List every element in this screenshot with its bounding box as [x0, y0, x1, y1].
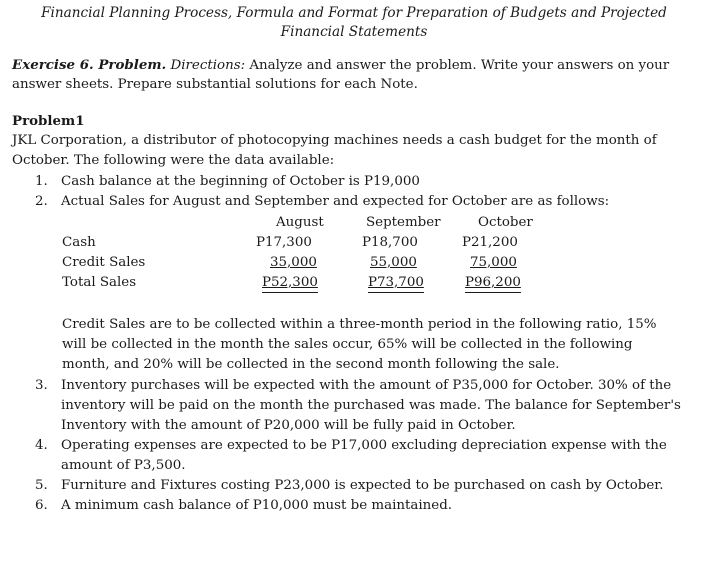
item-number: 5.: [35, 478, 48, 493]
list-item: [0, 436, 681, 476]
item-text: Cash balance at the beginning of October is P19,000: [61, 174, 420, 189]
list-item: [0, 172, 681, 192]
total-august-wrap: [262, 273, 318, 293]
item-text: A minimum cash balance of P10,000 must be maintained.: [61, 498, 453, 513]
item-text: Operating expenses are expected to be P17,000 excluding depreciation expense with the amount of P3,500.: [61, 438, 667, 473]
item-number: 1.: [35, 174, 48, 189]
row-label: Credit Sales: [62, 255, 146, 270]
list-item: [0, 476, 681, 496]
row-label: Total Sales: [62, 275, 137, 290]
header-line-1: Financial Planning Process, Formula and Format for Preparation of Budgets and Projected: [41, 5, 667, 21]
credit-collection-note: Credit Sales are to be collected within a three-month period in the following ratio, 15% will be collected in the month the sales occur, 65% will be collected in the following month, and 20% will be collected in the second month following the sale.: [62, 317, 657, 372]
table-row-cash: [62, 233, 542, 253]
table-row-credit-sales: [62, 253, 542, 273]
exercise-instructions: [12, 56, 692, 94]
problem-intro: JKL Corporation, a distributor of photocopying machines needs a cash budget for the month of October. The following were the data available:: [12, 133, 657, 168]
cell-september: 55,000: [370, 255, 417, 270]
cell-october: 75,000: [470, 255, 517, 270]
problem-title: Problem1: [12, 113, 85, 129]
total-october-wrap: [465, 273, 521, 293]
item-number: 6.: [35, 498, 48, 513]
list-item: [0, 192, 681, 212]
cell-august: P17,300: [256, 235, 312, 250]
column-header-august: August: [276, 215, 324, 230]
directions-label: Directions:: [170, 58, 246, 73]
table-row-total-sales: [62, 273, 542, 293]
document-header: [10, 4, 698, 42]
column-header-october: October: [478, 215, 533, 230]
cell-august: 35,000: [270, 255, 317, 270]
directions-text: Analyze and answer the problem. Write your answers on your answer sheets. Prepare substantial solutions for each Note.: [12, 58, 670, 92]
row-label: Cash: [62, 235, 96, 250]
column-header-september: September: [366, 215, 441, 230]
cell-october: P96,200: [465, 274, 521, 293]
list-item: [0, 496, 681, 516]
header-line-2: Financial Statements: [280, 24, 428, 40]
total-september-wrap: [368, 273, 424, 293]
item-number: 2.: [35, 194, 48, 209]
cell-september: P73,700: [368, 274, 424, 293]
item-text: Furniture and Fixtures costing P23,000 is expected to be purchased on cash by October.: [61, 478, 664, 493]
cell-september: P18,700: [362, 235, 418, 250]
item-list-b: [0, 376, 681, 516]
item-number: 4.: [35, 438, 48, 453]
item-text: Inventory purchases will be expected with the amount of P35,000 for October. 30% of the inventory will be paid on the month the purchased was made. The balance for September's Inventory with the amount of P20,000 will be fully paid in October.: [61, 378, 681, 433]
item-number: 3.: [35, 378, 48, 393]
cell-october: P21,200: [462, 235, 518, 250]
table-header-row: [62, 213, 542, 233]
item-text: Actual Sales for August and September and expected for October are as follows:: [61, 194, 610, 209]
list-item: [0, 376, 681, 436]
item-list-a: [0, 172, 681, 212]
cell-august: P52,300: [262, 274, 318, 293]
exercise-label: Exercise 6. Problem.: [12, 57, 167, 73]
